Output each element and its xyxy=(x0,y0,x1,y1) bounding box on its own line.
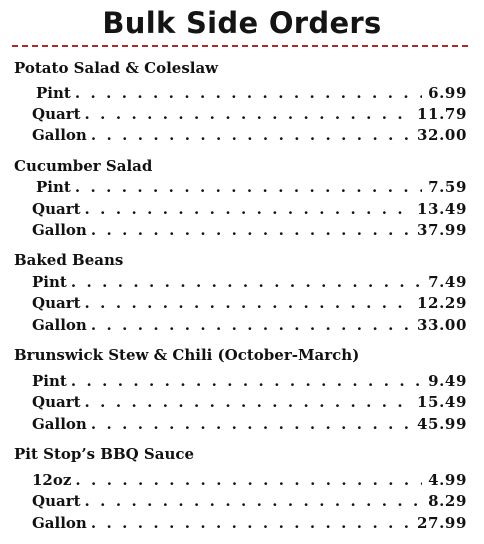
item-price: 12.29 xyxy=(417,294,467,312)
title-divider xyxy=(12,45,468,47)
item-price: 15.49 xyxy=(417,393,467,411)
page-title: Bulk Side Orders xyxy=(102,6,382,40)
menu-item xyxy=(32,491,467,512)
item-price: 32.00 xyxy=(417,126,467,144)
item-size: Quart xyxy=(32,200,81,218)
menu-item xyxy=(32,199,467,220)
item-price: 13.49 xyxy=(417,200,467,218)
item-size: Quart xyxy=(32,492,81,510)
section-title-pit-stops-bbq-sauce: Pit Stop’s BBQ Sauce xyxy=(14,445,195,463)
item-size: Pint xyxy=(32,273,67,291)
dot-leader xyxy=(91,414,411,435)
menu-item xyxy=(32,125,467,146)
section-title-cucumber-salad: Cucumber Salad xyxy=(14,157,153,175)
item-size: Quart xyxy=(32,105,81,123)
item-price: 33.00 xyxy=(417,316,467,334)
dot-leader xyxy=(85,392,411,413)
menu-item xyxy=(32,392,467,413)
dot-leader xyxy=(71,371,422,392)
section-title-brunswick-stew-chili: Brunswick Stew & Chili (October-March) xyxy=(14,346,360,364)
item-size: Gallon xyxy=(32,126,87,144)
item-size: Pint xyxy=(36,84,71,102)
menu-item xyxy=(32,371,467,392)
item-size: Quart xyxy=(32,294,81,312)
menu-item xyxy=(32,293,467,314)
item-price: 8.29 xyxy=(428,492,467,510)
item-size: Gallon xyxy=(32,415,87,433)
menu-item xyxy=(32,272,467,293)
dot-leader xyxy=(91,513,411,534)
item-price: 9.49 xyxy=(428,372,467,390)
section-title-baked-beans: Baked Beans xyxy=(14,251,124,269)
menu-item xyxy=(32,220,467,241)
menu-item xyxy=(32,315,467,336)
dot-leader xyxy=(75,470,422,491)
menu-item xyxy=(32,470,467,491)
dot-leader xyxy=(75,83,422,104)
menu-item xyxy=(32,414,467,435)
item-size: Quart xyxy=(32,393,81,411)
dot-leader xyxy=(71,272,422,293)
item-size: Pint xyxy=(32,372,67,390)
dot-leader xyxy=(91,220,411,241)
item-price: 6.99 xyxy=(428,84,467,102)
item-price: 7.49 xyxy=(428,273,467,291)
item-price: 45.99 xyxy=(417,415,467,433)
dot-leader xyxy=(91,125,411,146)
menu-item xyxy=(36,83,467,104)
item-size: Gallon xyxy=(32,221,87,239)
item-price: 27.99 xyxy=(417,514,467,532)
dot-leader xyxy=(85,293,411,314)
dot-leader xyxy=(85,199,411,220)
item-size: Pint xyxy=(36,178,71,196)
item-price: 4.99 xyxy=(428,471,467,489)
item-price: 7.59 xyxy=(428,178,467,196)
section-title-potato-salad-coleslaw: Potato Salad & Coleslaw xyxy=(14,59,219,77)
dot-leader xyxy=(91,315,411,336)
menu-item xyxy=(32,513,467,534)
menu-item xyxy=(36,177,467,198)
item-size: Gallon xyxy=(32,316,87,334)
dot-leader xyxy=(85,491,423,512)
dot-leader xyxy=(85,104,411,125)
item-price: 11.79 xyxy=(417,105,467,123)
item-size: Gallon xyxy=(32,514,87,532)
item-size: 12oz xyxy=(32,471,72,489)
item-price: 37.99 xyxy=(417,221,467,239)
menu-item xyxy=(32,104,467,125)
dot-leader xyxy=(75,177,422,198)
